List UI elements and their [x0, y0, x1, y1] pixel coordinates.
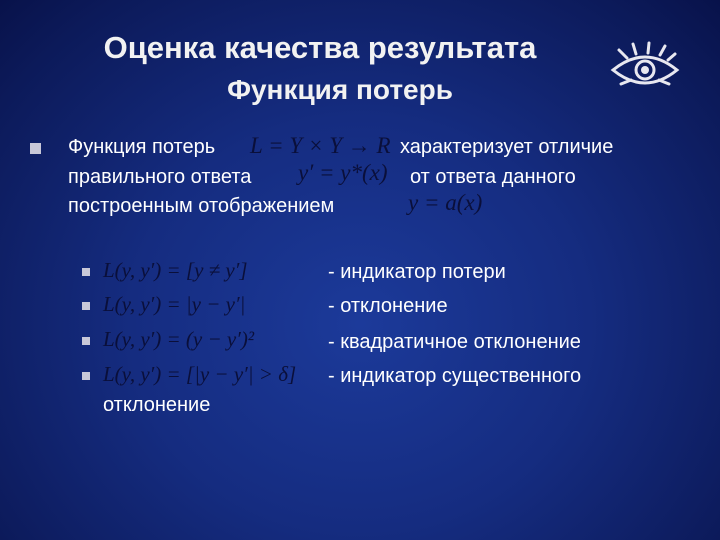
description-continuation: отклонение — [103, 394, 211, 416]
bullet-line1-prefix: Функция потерь — [68, 136, 216, 158]
square-bullet-icon — [82, 302, 90, 310]
description-indicator-loss: - индикатор потери — [328, 261, 506, 283]
square-bullet-icon — [82, 268, 90, 276]
bullet-line1-suffix: характеризует отличие — [400, 136, 614, 158]
square-bullet-icon — [82, 372, 90, 380]
bullet-line2-suffix: от ответа данного — [410, 166, 576, 188]
square-bullet-icon — [82, 337, 90, 345]
formula-correct-answer: y′ = y*(x) — [298, 160, 388, 185]
description-deviation: - отклонение — [328, 295, 448, 317]
formula-significant-indicator: L(y, y′) = [|y − y′| > δ] — [103, 362, 297, 386]
description-squared-deviation: - квадратичное отклонение — [328, 331, 581, 353]
slide-subtitle: Функция потерь — [227, 74, 453, 105]
formula-indicator-loss: L(y, y′) = [y ≠ y′] — [103, 258, 248, 282]
slide-title: Оценка качества результата — [103, 30, 537, 65]
eye-logo-icon — [605, 40, 685, 96]
formula-loss-definition: L = Y × Y → R — [250, 133, 391, 158]
formula-deviation: L(y, y′) = |y − y′| — [103, 292, 246, 316]
formula-squared-deviation: L(y, y′) = (y − y′)² — [103, 327, 255, 351]
square-bullet-icon — [30, 143, 41, 154]
bullet-line3-prefix: построенным отображением — [68, 195, 335, 217]
description-significant-indicator: - индикатор существенного — [328, 365, 582, 387]
bullet-line2-prefix: правильного ответа — [68, 166, 252, 188]
formula-mapping: y = a(x) — [408, 190, 483, 215]
